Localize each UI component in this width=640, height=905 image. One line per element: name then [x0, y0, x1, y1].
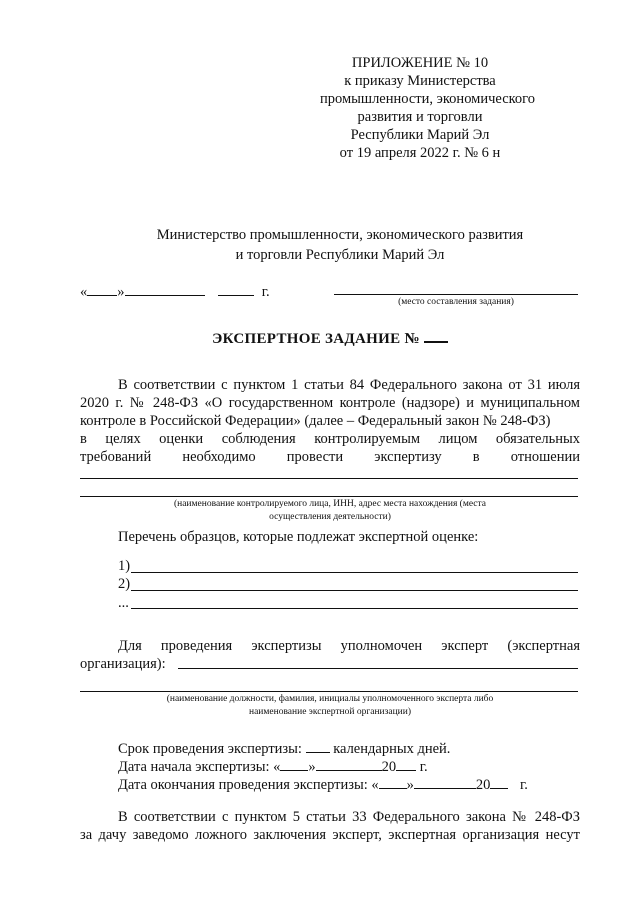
sample-item-1-label: 1) [118, 558, 131, 574]
annex-line: к приказу Министерства [344, 73, 496, 89]
start-date-label: Дата начала экспертизы: « [118, 759, 281, 775]
end-month-blank[interactable] [414, 774, 476, 789]
end-date-row [118, 774, 528, 794]
quote-close: » [117, 284, 125, 300]
liability-paragraph [80, 808, 580, 844]
date-field [80, 281, 270, 301]
sample-item-3-blank[interactable] [131, 608, 578, 609]
expert-blank-2[interactable] [80, 691, 578, 692]
start-day-blank[interactable] [280, 756, 308, 771]
sample-item-2-blank[interactable] [131, 590, 578, 591]
month-blank[interactable] [125, 281, 205, 296]
annex-date: от 19 апреля 2022 г. № 6 н [339, 145, 501, 161]
day-blank[interactable] [87, 281, 117, 296]
end-year-suffix: г. [519, 777, 528, 793]
start-year-suffix: г. [419, 759, 428, 775]
expert-line [80, 655, 580, 673]
start-month-blank[interactable] [316, 756, 382, 771]
sample-item-1-blank[interactable] [131, 572, 578, 573]
intro-line: в целях оценки соблюдения контролируемым лицом обязательных [80, 431, 580, 447]
subject-blank-2[interactable] [80, 496, 578, 497]
number-blank[interactable] [424, 327, 448, 343]
end-year-blank[interactable] [490, 774, 508, 789]
subject-blank-1[interactable] [80, 478, 578, 479]
end-quote-close: » [406, 777, 414, 793]
end-date-label: Дата окончания проведения экспертизы: « [118, 777, 379, 793]
page-title [80, 327, 580, 348]
expert-note [80, 693, 580, 719]
subject-note [80, 498, 580, 524]
subject-note-line: осуществления деятельности) [269, 512, 391, 522]
annex-line: Республики Марий Эл [350, 127, 490, 143]
start-date-row [118, 756, 428, 776]
start-quote-close: » [308, 759, 316, 775]
place-blank[interactable] [334, 294, 578, 295]
ministry-line: и торговли Республики Марий Эл [235, 247, 445, 263]
intro-line: 2020 г. № 248-ФЗ «О государственном контроле (надзоре) и муниципальном [80, 395, 580, 411]
sample-item-2-label: 2) [118, 576, 131, 592]
subject-note-line: (наименование контролируемого лица, ИНН, адрес места нахождения (места [173, 499, 487, 509]
duration-blank[interactable] [306, 738, 330, 753]
start-year-blank[interactable] [396, 756, 416, 771]
title-text: ЭКСПЕРТНОЕ ЗАДАНИЕ № [212, 331, 420, 347]
intro-line: требований необходимо провести экспертизу в отношении [80, 449, 580, 465]
intro-paragraph [80, 376, 580, 466]
ministry-line: Министерство промышленности, экономического развития [156, 227, 524, 243]
duration-label: Срок проведения экспертизы: [118, 741, 302, 757]
intro-line: контроле в Российской Федерации» (далее – Федеральный закон № 248-ФЗ) [80, 413, 551, 429]
annex-line: развития и торговли [357, 109, 483, 125]
end-century: 20 [475, 777, 491, 793]
sample-item-3-label: ... [118, 595, 129, 611]
expert-note-line: наименование экспертной организации) [249, 707, 411, 717]
start-century: 20 [381, 759, 397, 775]
expert-line-text: организация): [80, 656, 166, 672]
annex-title: ПРИЛОЖЕНИЕ № 10 [351, 55, 489, 71]
samples-heading: Перечень образцов, которые подлежат экспертной оценке: [118, 529, 479, 545]
annex-header [320, 54, 536, 162]
annex-line: промышленности, экономического [320, 91, 536, 107]
ministry-name [90, 225, 590, 265]
year-suffix: г. [261, 284, 270, 300]
duration-row [118, 738, 450, 758]
expert-line: Для проведения экспертизы уполномочен эксперт (экспертная [118, 638, 580, 654]
place-note: (место составления задания) [398, 297, 514, 307]
liability-line: В соответствии с пунктом 5 статьи 33 Федерального закона № 248-ФЗ [118, 809, 580, 825]
duration-suffix: календарных дней. [333, 741, 451, 757]
quote-open: « [80, 284, 88, 300]
year-blank[interactable] [218, 281, 254, 296]
expert-blank-1[interactable] [178, 668, 578, 669]
end-day-blank[interactable] [379, 774, 407, 789]
intro-line: В соответствии с пунктом 1 статьи 84 Федерального закона от 31 июля [118, 377, 580, 393]
liability-line: за дачу заведомо ложного заключения эксперт, экспертная организация несут [80, 827, 580, 843]
expert-note-line: (наименование должности, фамилия, инициалы уполномоченного эксперта либо [166, 694, 494, 704]
